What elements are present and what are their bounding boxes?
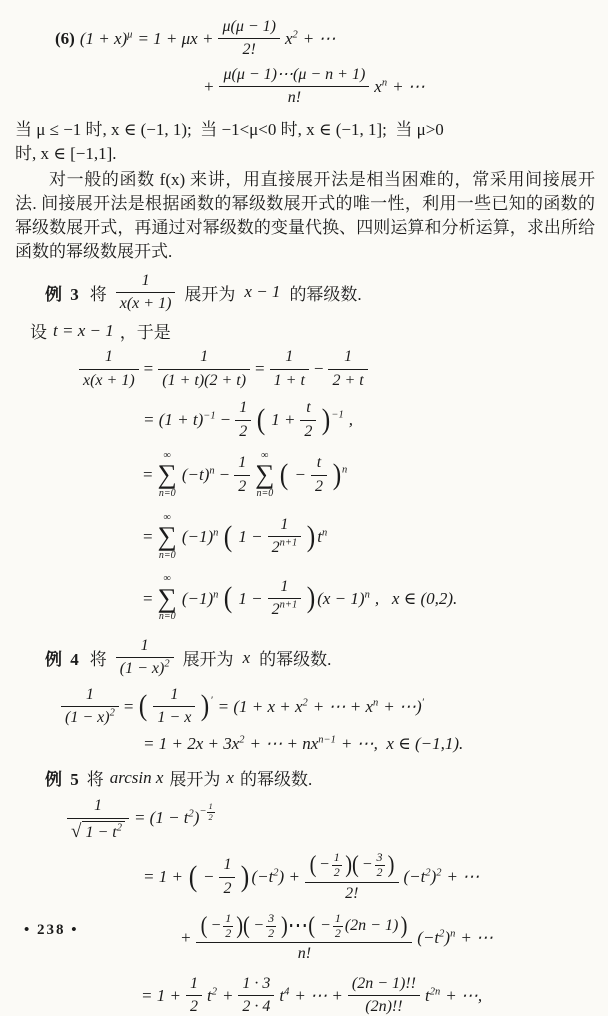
fraction: $\frac{1}{2^{n+1}}$ xyxy=(268,516,302,558)
example-3-eq-2 xyxy=(143,399,595,441)
minus-sign: − xyxy=(219,465,230,485)
example-5-eq-4 xyxy=(141,975,595,1016)
fraction: $\frac{1}{2}$ xyxy=(186,975,202,1016)
math-term: 1 + xyxy=(271,410,296,430)
minus-sign: − xyxy=(313,359,324,379)
math-term: = ($1 + x + x^2$ xyxy=(217,696,308,716)
heading-text: 展开为 xyxy=(182,650,234,670)
example-3-eq-1 xyxy=(79,348,595,390)
example-3-label: 例 3 xyxy=(45,284,81,304)
math-term: arcsin x xyxy=(109,767,164,787)
equals-sign: = xyxy=(123,696,134,716)
math-term: + ⋯ + $x^n$ xyxy=(312,696,379,716)
fraction: $\frac{t}{2}$ xyxy=(300,399,316,441)
superscript: 2 xyxy=(292,29,298,41)
math-term: + ⋯ + xyxy=(294,985,343,1005)
example-4-eq-1 xyxy=(61,686,595,728)
fraction: $\frac{1}{(1 - x)^2}$ xyxy=(61,686,119,728)
fraction xyxy=(116,272,176,314)
fraction xyxy=(218,18,280,60)
left-paren: ( xyxy=(139,689,148,723)
example-4-eq-2 xyxy=(143,734,595,754)
minus-sign: − xyxy=(220,410,231,430)
right-paren: ) xyxy=(241,859,250,893)
math-term: , x ∈ (0,2). xyxy=(374,588,458,608)
left-paren: ( xyxy=(188,859,198,893)
math-term: $(-t)^n$ xyxy=(181,465,215,485)
example-3-heading xyxy=(45,272,595,314)
fraction: $\frac{1}{2 + t}$ xyxy=(328,348,367,390)
math-term: $x^n$ xyxy=(374,76,388,96)
example-4-label: 例 4 xyxy=(45,650,81,670)
fraction: $\frac{1}{1 + t}$ xyxy=(270,348,309,390)
math-term: $(1 + x)^\mu$ xyxy=(79,28,133,48)
big-fraction: ( − $\frac{1}{2}$ )( − $\frac{3}{2}$ )⋯( − $\frac{1}{2}$ (2n − 1) ) n! xyxy=(196,912,412,964)
math-term: x xyxy=(242,647,251,667)
math-term: $(-t^2)^n$ xyxy=(417,927,456,947)
plus-sign: + xyxy=(221,985,234,1005)
math-term: $(-1)^n$ xyxy=(181,526,219,546)
math-term: $t^2$ xyxy=(206,985,217,1005)
fraction: 1 √ $1 - t^2$ xyxy=(67,797,129,842)
minus-sign: − xyxy=(294,465,306,485)
heading-text: 的幂级数. xyxy=(259,650,332,670)
formula-6-tag: (6) xyxy=(55,28,75,48)
fraction: $\frac{1}{2}$ xyxy=(234,454,250,496)
summation-symbol: ∞ ∑ n=0 xyxy=(255,449,275,500)
math-term: $t^4$ xyxy=(279,985,290,1005)
heading-text: 展开为 xyxy=(184,284,236,304)
math-term: + ⋯)′ xyxy=(383,696,424,716)
math-term: = $(1 + t)^{-1}$ xyxy=(143,410,216,430)
equals-sign: = xyxy=(143,359,154,379)
fraction-numerator: 1 xyxy=(116,272,176,293)
substitution-line xyxy=(30,318,595,343)
math-term: + ⋯ xyxy=(302,28,336,48)
math-term: $t^{2n}$ xyxy=(424,985,441,1005)
example-5-label: 例 5 xyxy=(45,770,81,790)
math-term: + ⋯ xyxy=(460,927,494,947)
superscript: μ xyxy=(127,29,133,41)
condition-line-2: 时, x ∈ [−1,1]. xyxy=(15,143,117,163)
formula-6-line-2 xyxy=(203,66,595,108)
fraction: $\frac{1}{2}$ xyxy=(235,399,251,441)
fraction: $\frac{1}{(1 - x)^2}$ xyxy=(116,637,174,679)
left-paren: ( xyxy=(280,457,289,491)
left-paren: ( xyxy=(224,519,233,553)
fraction xyxy=(219,66,369,108)
fraction-denominator: n! xyxy=(287,89,302,107)
fraction: $\frac{1}{2}$ xyxy=(219,856,235,898)
math-term: + ⋯ + $nx^{n-1}$ xyxy=(249,734,336,754)
example-3-eq-3 xyxy=(143,450,595,501)
fraction: $\frac{1 \cdot 3}{2 \cdot 4}$ xyxy=(238,975,274,1016)
math-term: x xyxy=(226,767,234,787)
math-term: )$^{-1}$ xyxy=(322,402,344,436)
math-term: + ⋯ xyxy=(392,76,425,96)
page-number: • 238 • xyxy=(24,922,79,938)
fraction: $\frac{t}{2}$ xyxy=(311,454,327,496)
fraction: $\frac{1}{(1 + t)(2 + t)}$ xyxy=(158,348,250,390)
superscript: n xyxy=(381,77,388,89)
math-term: = 1 + xyxy=(143,867,183,887)
example-5-eq-1 xyxy=(67,797,595,842)
equals-sign: = xyxy=(143,526,153,546)
fraction-denominator: 2! xyxy=(242,41,256,59)
formula-6-line-1 xyxy=(55,18,595,60)
heading-text: 展开为 xyxy=(169,770,221,790)
example-3-eq-4 xyxy=(143,512,595,563)
condition-line-1: 当 μ ≤ −1 时, x ∈ (−1, 1); 当 −1<μ<0 时, x ∈ (−1, 1]; 当 μ>0 xyxy=(15,119,444,139)
math-term: + ⋯, x ∈ (−1,1). xyxy=(340,734,464,754)
example-5-eq-3 xyxy=(180,912,595,964)
math-term: x − 1 xyxy=(244,282,281,302)
heading-text: 的幂级数. xyxy=(239,770,313,790)
math-term: = $(1 - t^2)$ − $\frac{1}{2}$ xyxy=(133,800,213,827)
math-term: 1 − xyxy=(238,588,263,608)
heading-text: 设 xyxy=(30,323,47,343)
math-term: = 1 + μx + xyxy=(137,28,214,48)
math-term: $(-t^2)^2$ xyxy=(403,867,442,887)
exponent-fraction: − $\frac{1}{2}$ xyxy=(199,800,213,823)
sqrt-sign: √ xyxy=(71,820,82,842)
math-term: $(x - 1)^n$ xyxy=(317,588,370,608)
example-4-heading xyxy=(45,637,595,679)
math-term: $(-t^2)$ + xyxy=(251,867,300,887)
fraction: $\frac{1}{2^{n+1}}$ xyxy=(268,578,302,620)
example-5-eq-2 xyxy=(143,851,595,903)
fraction-numerator: μ(μ − 1)⋯(μ − n + 1) xyxy=(219,66,369,87)
math-term: $x^2$ xyxy=(284,28,298,48)
left-paren: ( xyxy=(224,581,233,615)
example-5-heading xyxy=(45,765,595,790)
equals-sign: = xyxy=(143,588,153,608)
math-term: = $1 + 2x + 3x^2$ xyxy=(143,734,245,754)
math-term: $(-1)^n$ xyxy=(181,588,219,608)
minus-sign: − xyxy=(202,867,215,887)
plus-sign: + xyxy=(180,927,192,947)
body-paragraph: 对一般的函数 f(x) 来讲，用直接展开法是相当困难的，常采用间接展开法. 间接展开法是根据函数的幂级数展开式的唯一性，利用一些已知的函数的幂级数展开式，再通过对幂级数的变量代换、四则运算和分析运算，求出所给函数的幂级数展开式. xyxy=(15,169,595,261)
sqrt-body: $1 - t^2$ xyxy=(82,821,125,842)
example-3-eq-5 xyxy=(143,573,595,624)
math-term: t = x − 1 xyxy=(53,320,114,340)
math-term: + ⋯, xyxy=(445,985,483,1005)
heading-text: 将 xyxy=(86,770,104,790)
math-term: )′ xyxy=(201,689,213,723)
math-term: )$^n$ xyxy=(332,457,348,491)
equals-sign: = xyxy=(143,465,153,485)
right-paren: ) xyxy=(306,519,316,553)
math-term: 1 − xyxy=(238,526,263,546)
math-term: = 1 + xyxy=(141,985,181,1005)
fraction: $\frac{1}{1 - x}$ xyxy=(153,686,195,728)
big-fraction: ( − $\frac{1}{2}$ )( − $\frac{3}{2}$ ) 2! xyxy=(305,851,399,903)
right-paren: ) xyxy=(306,581,316,615)
summation-symbol: ∞ ∑ n=0 xyxy=(157,573,177,623)
equals-sign: = xyxy=(255,359,265,379)
fraction-denominator: x(x + 1) xyxy=(119,294,172,312)
math-term: + ⋯ xyxy=(446,867,480,887)
left-paren: ( xyxy=(256,402,266,436)
comma: , xyxy=(348,410,354,430)
heading-text: ，于是 xyxy=(119,323,171,343)
heading-text: 将 xyxy=(89,284,107,304)
math-term: + xyxy=(203,76,215,96)
summation-symbol: ∞ ∑ n=0 xyxy=(157,449,177,500)
fraction: $\frac{1}{x(x + 1)}$ xyxy=(79,348,139,390)
summation-symbol: ∞ ∑ n=0 xyxy=(157,511,177,561)
heading-text: 将 xyxy=(89,650,107,670)
fraction: $\frac{(2n - 1)!!}{(2n)!!}$ xyxy=(348,975,420,1016)
math-term: $t^n$ xyxy=(317,526,328,546)
fraction-numerator: μ(μ − 1) xyxy=(218,18,280,39)
heading-text: 的幂级数. xyxy=(289,284,362,304)
